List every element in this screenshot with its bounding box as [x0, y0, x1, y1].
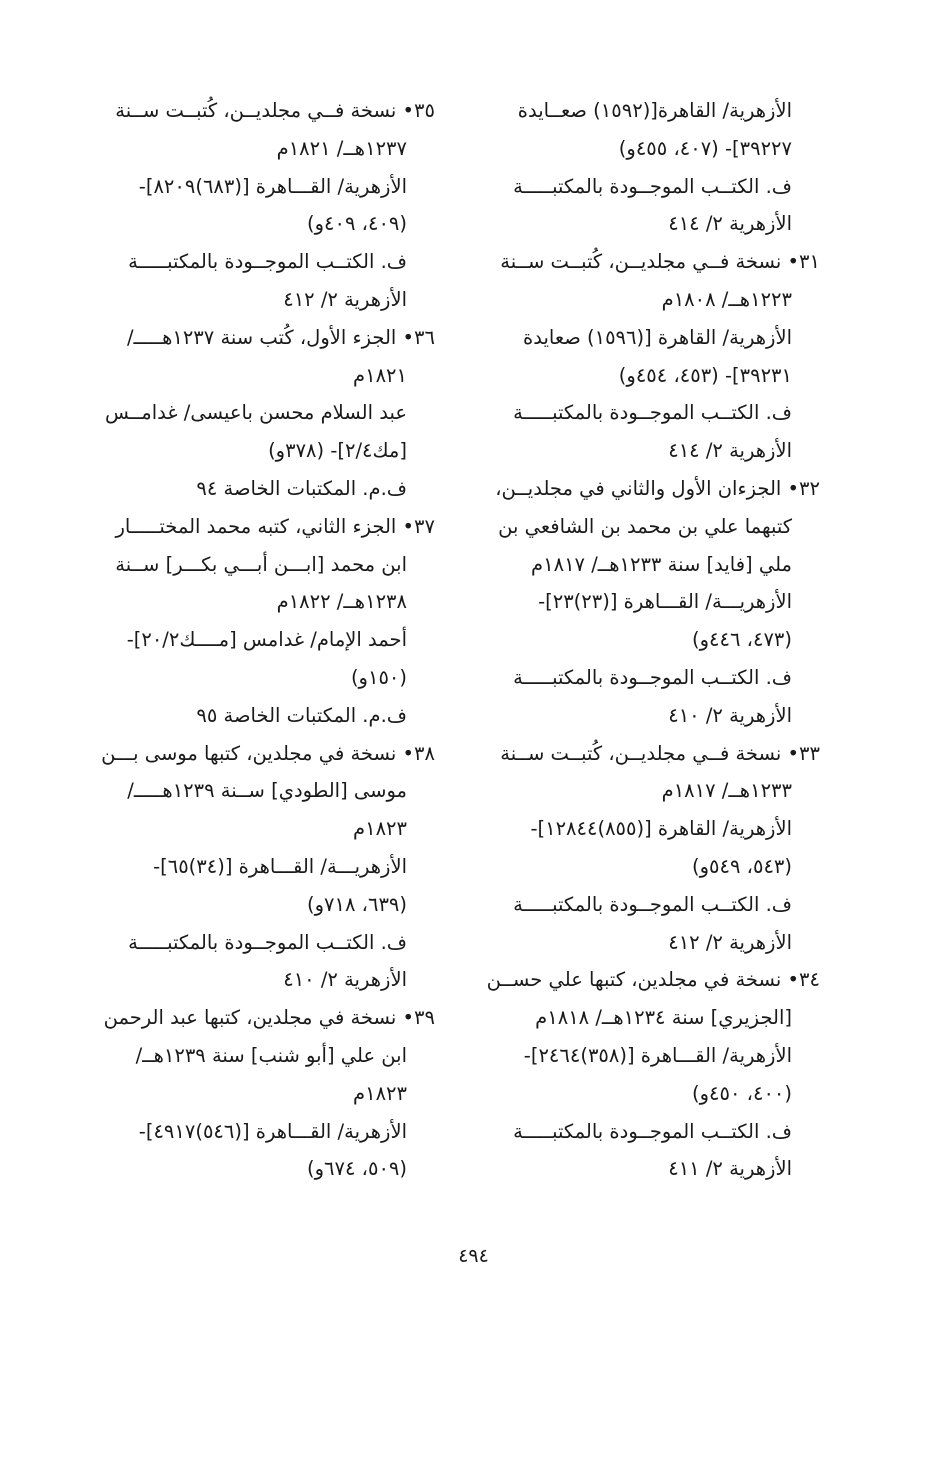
- entry-line: ف. الكتــب الموجــودة بالمكتبـــــة: [513, 1119, 792, 1143]
- entry-line: ٣٨• نسخة في مجلدين، كتبها موسى بـــن: [101, 741, 435, 765]
- left-column: [95, 92, 435, 1188]
- entry-line: (٥٠٩، ٦٧٤و): [307, 1157, 407, 1181]
- catalog-entry: [95, 999, 435, 1188]
- entry-line: الأزهرية ٢/ ٤١٤: [668, 439, 792, 463]
- entry-line: عبد السلام محسن باعيسى/ غدامــس: [105, 401, 407, 425]
- right-column: [470, 92, 820, 1188]
- entry-line: ١٢٣٣هــ/ ١٨١٧م: [661, 779, 792, 803]
- entry-line: (٤٠٠، ٤٥٠و): [692, 1081, 792, 1105]
- entry-line: الأزهرية ٢/ ٤١٠: [668, 703, 792, 727]
- catalog-entry: [95, 508, 435, 735]
- entry-line: ٣٣• نسخة فــي مجلديــن، كُتبــت ســنة: [500, 741, 820, 765]
- catalog-entry: [95, 735, 435, 1000]
- entry-line: ملي [فايد] سنة ١٢٣٣هــ/ ١٨١٧م: [531, 552, 792, 576]
- entry-line: الأزهريـــة/ القـــاهرة [(٢٣)٢٣]-: [538, 590, 792, 614]
- catalog-entry: [470, 961, 820, 1188]
- catalog-entry: [95, 319, 435, 508]
- entry-line: (٥٤٣، ٥٤٩و): [692, 854, 792, 878]
- entry-line: ٣٥• نسخة فــي مجلديــن، كُتبــت ســنة: [115, 99, 435, 122]
- entry-line: (٦٣٩، ٧١٨و): [307, 892, 407, 916]
- entry-line: ٣٧• الجزء الثاني، كتبه محمد المختـــــار: [115, 514, 435, 538]
- entry-line: ف. الكتــب الموجــودة بالمكتبـــــة: [128, 250, 407, 274]
- entry-line: ابن محمد [ابـــن أبـــي بكـــر] ســنة: [115, 552, 407, 576]
- catalog-entry: [470, 735, 820, 962]
- entry-line: موسى [الطودي] ســنة ١٢٣٩هـــــ/: [127, 779, 407, 803]
- entry-line: (٤٠٩، ٤٠٩و): [307, 212, 407, 236]
- entry-line: ١٨٢٣م: [353, 1081, 407, 1105]
- entry-line: ١٢٢٣هــ/ ١٨٠٨م: [661, 287, 792, 311]
- entry-line: ف. الكتــب الموجــودة بالمكتبـــــة: [513, 401, 792, 425]
- entry-line: ف. الكتــب الموجــودة بالمكتبـــــة: [513, 174, 792, 198]
- entry-line: الأزهرية/ القاهرة [(٨٥٥)١٢٨٤٤]-: [530, 817, 792, 841]
- entry-line: ١٢٣٨هــ/ ١٨٢٢م: [276, 590, 407, 614]
- entry-line: ف. الكتــب الموجــودة بالمكتبـــــة: [128, 930, 407, 954]
- entry-line: الأزهرية ٢/ ٤١٢: [283, 287, 407, 311]
- entry-line: الأزهرية ٢/ ٤١١: [668, 1157, 792, 1181]
- entry-line: ابن علي [أبو شنب] سنة ١٢٣٩هــ/: [135, 1043, 407, 1067]
- entry-line: ١٨٢١م: [353, 363, 407, 387]
- entry-line: (١٥٠و): [350, 665, 407, 689]
- catalog-entry: [470, 243, 820, 470]
- entry-line: ٣٩٢٢٧]- (٤٠٧، ٤٥٥و): [618, 136, 792, 160]
- entry-line: (٤٧٣، ٤٤٦و): [692, 628, 792, 652]
- entry-line: كتبهما علي بن محمد بن الشافعي بن: [498, 514, 792, 538]
- catalog-entry: [470, 92, 820, 243]
- entry-line: ٣٢• الجزءان الأول والثاني في مجلديــن،: [495, 476, 820, 500]
- entry-line: ١٢٣٧هــ/ ١٨٢١م: [276, 136, 407, 160]
- catalog-entry: [470, 470, 820, 735]
- entry-line: الأزهريـــة/ القـــاهرة [(٣٤)٦٥]-: [153, 854, 407, 878]
- entry-line: ٣٩٢٣١]- (٤٥٣، ٤٥٤و): [618, 363, 792, 387]
- entry-line: ف. الكتــب الموجــودة بالمكتبـــــة: [513, 892, 792, 916]
- entry-line: ٣١• نسخة فــي مجلديــن، كُتبــت ســنة: [500, 250, 820, 274]
- entry-line: ٣٩• نسخة في مجلدين، كتبها عبد الرحمن: [103, 1006, 435, 1030]
- entry-line: الأزهرية ٢/ ٤١٠: [283, 968, 407, 992]
- entry-line: ف.م. المكتبات الخاصة ٩٤: [196, 476, 407, 500]
- entry-line: ٣٦• الجزء الأول، كُتب سنة ١٢٣٧هـــــ/: [126, 325, 435, 349]
- entry-line: ١٨٢٣م: [353, 817, 407, 841]
- entry-line: الأزهرية/ القـــاهرة [(٣٥٨)٢٤٦٤]-: [523, 1043, 792, 1067]
- entry-line: أحمد الإمام/ غدامس [مــــك٢٠/٢]-: [126, 628, 407, 652]
- entry-line: [مك٢/٤]- (٣٧٨و): [268, 439, 407, 463]
- catalog-entry: [95, 92, 435, 319]
- entry-line: ف.م. المكتبات الخاصة ٩٥: [196, 703, 407, 727]
- entry-line: الأزهرية/ القـــاهرة [(٦٨٣)٨٢٠٩]-: [138, 174, 407, 198]
- entry-line: الأزهرية/ القاهرة[(١٥٩٢) صعــايدة: [517, 99, 792, 122]
- entry-line: الأزهرية/ القاهرة [(١٥٩٦) صعايدة: [523, 325, 792, 349]
- entry-line: [الجزيري] سنة ١٢٣٤هــ/ ١٨١٨م: [535, 1006, 792, 1030]
- entry-line: الأزهرية/ القـــاهرة [(٥٤٦)٤٩١٧]-: [138, 1119, 407, 1143]
- entry-line: الأزهرية ٢/ ٤١٢: [668, 930, 792, 954]
- entry-line: ٣٤• نسخة في مجلدين، كتبها علي حســن: [486, 968, 820, 992]
- entry-line: الأزهرية ٢/ ٤١٤: [668, 212, 792, 236]
- page-number: ٤٩٤: [458, 1245, 489, 1267]
- entry-line: ف. الكتــب الموجــودة بالمكتبـــــة: [513, 665, 792, 689]
